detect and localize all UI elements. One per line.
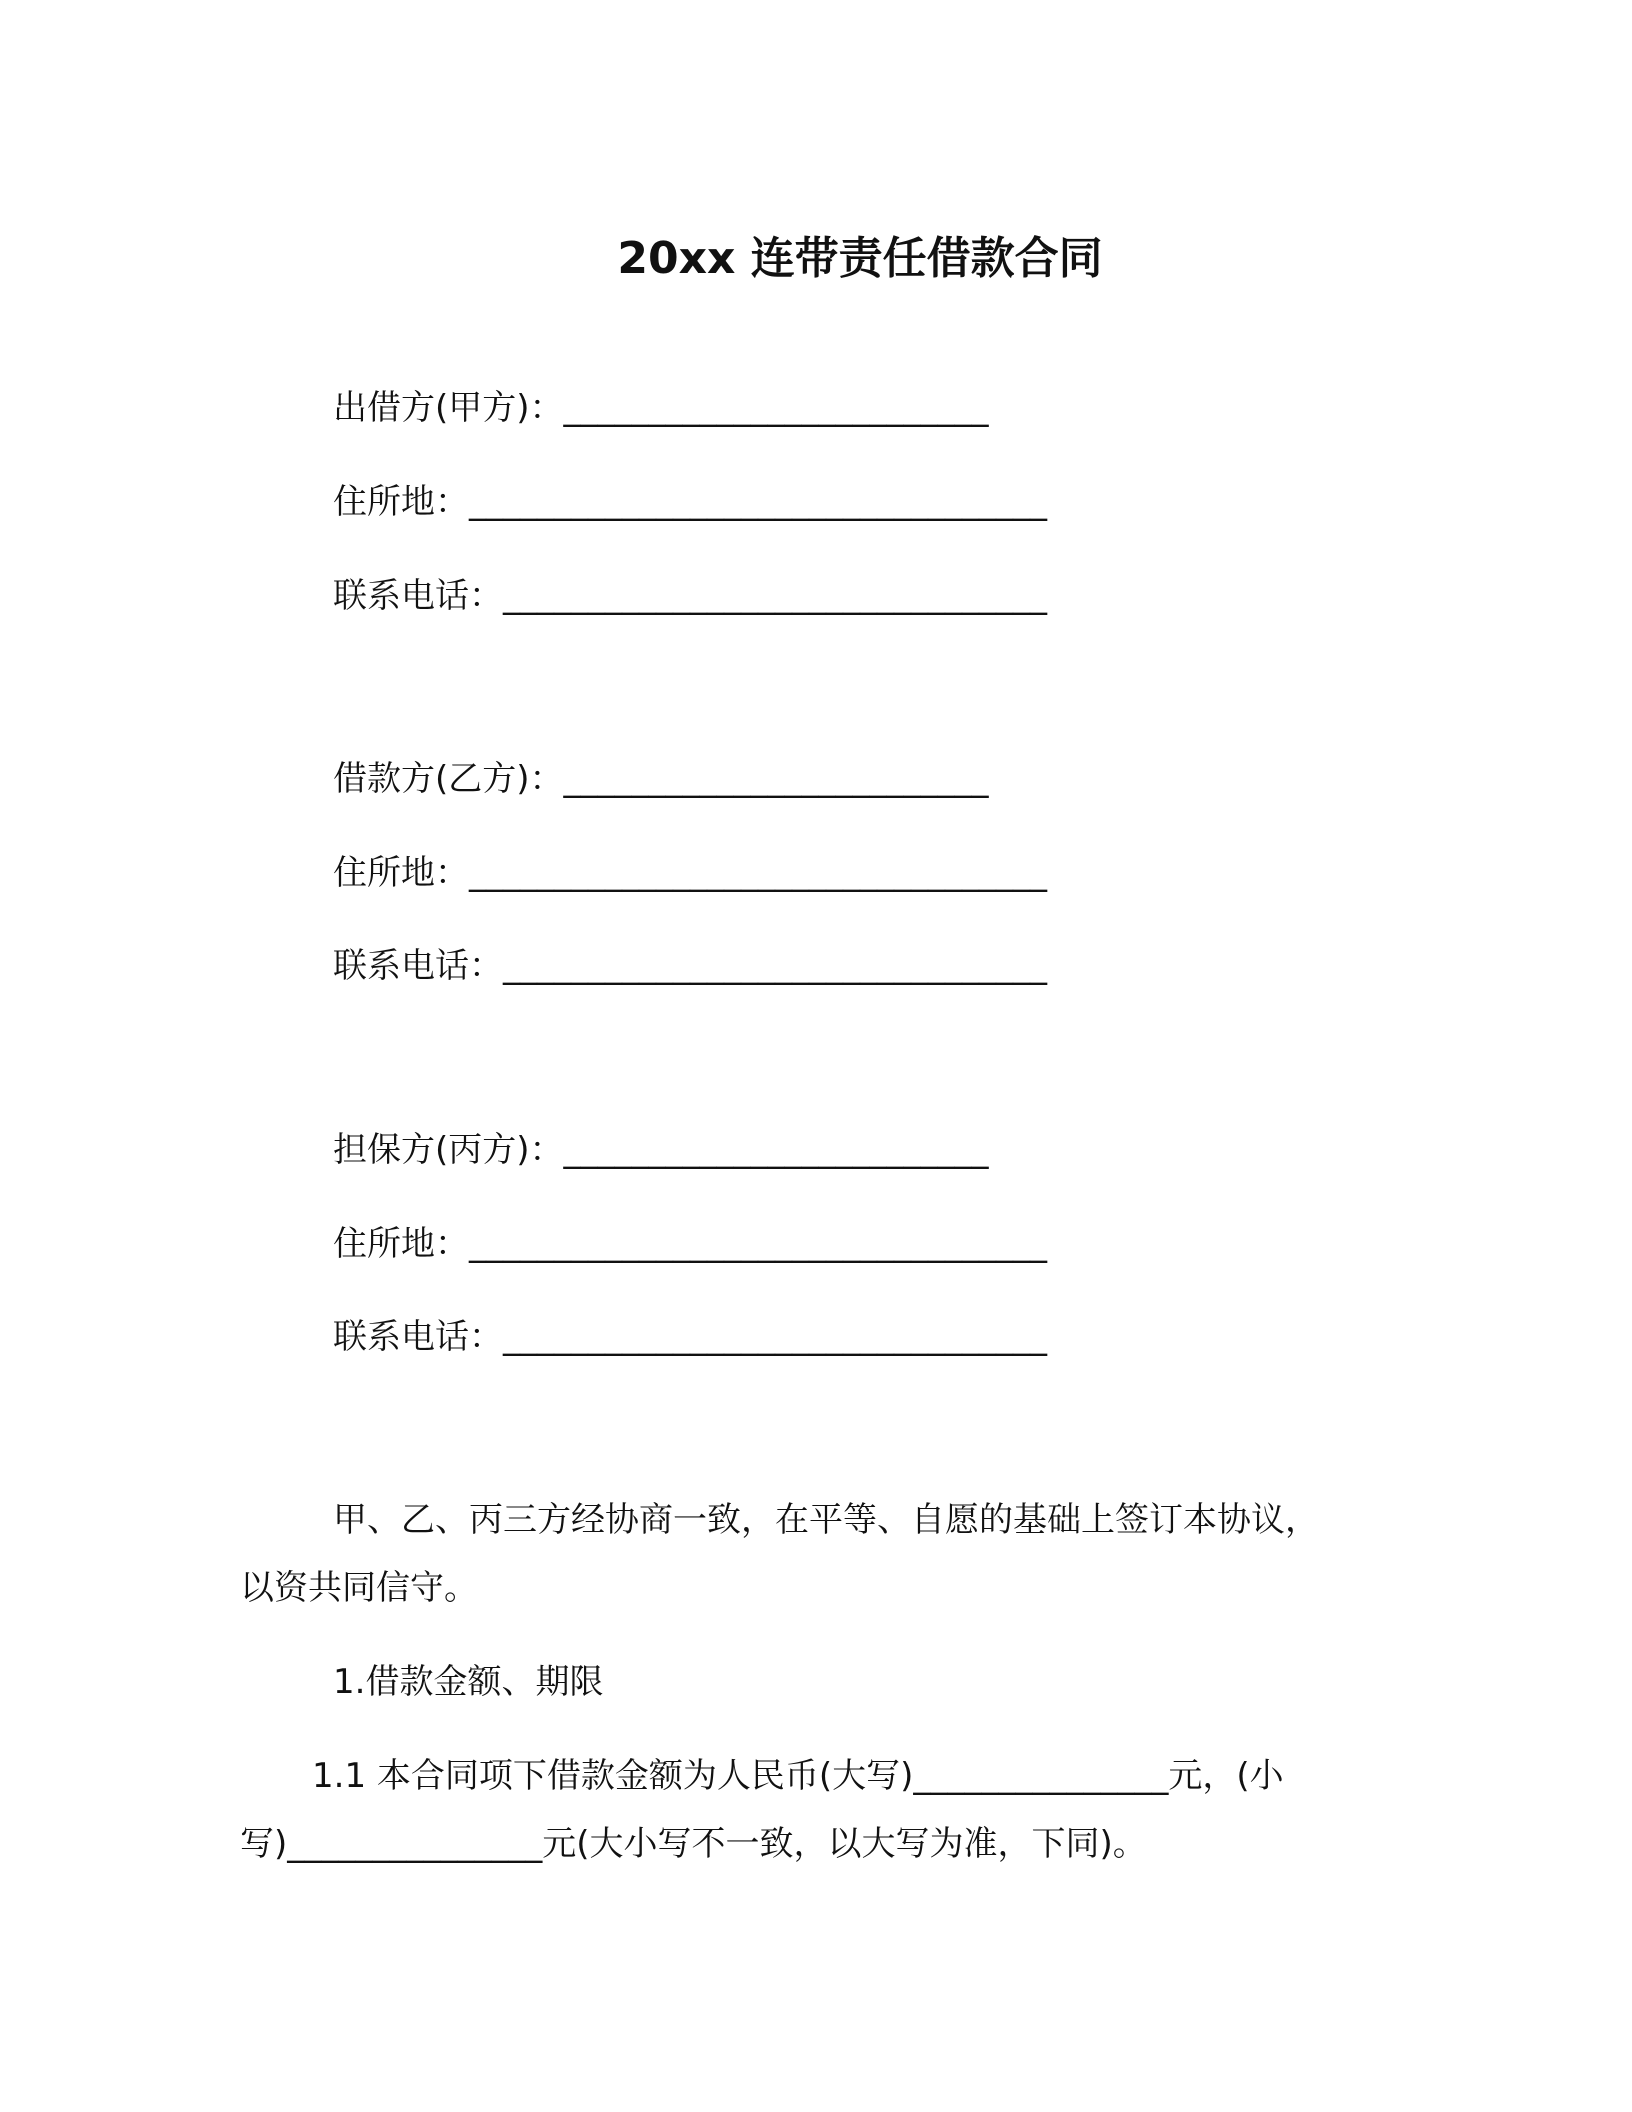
intro-paragraph bbox=[240, 1498, 1400, 1542]
intro-paragraph-continuation bbox=[240, 1566, 1400, 1610]
clause-1-1-line-2: 写)_______________元(大小写不一致，以大写为准，下同)。 bbox=[240, 1824, 1147, 1864]
party-b-address-line: 住所地：__________________________________ bbox=[333, 853, 1047, 893]
party-b-phone-line: 联系电话：________________________________ bbox=[333, 946, 1047, 986]
section-1-heading: 1.借款金额、期限 bbox=[333, 1662, 604, 1702]
party-a-name-line: 出借方(甲方)：_________________________ bbox=[333, 388, 989, 428]
clause-1-1-line-1: 1.1 本合同项下借款金额为人民币(大写)_______________元，(小 bbox=[312, 1756, 1284, 1796]
party-c-name-line: 担保方(丙方)：_________________________ bbox=[333, 1130, 989, 1170]
intro-line-1: 甲、乙、丙三方经协商一致，在平等、自愿的基础上签订本协议， bbox=[333, 1500, 1319, 1540]
party-a-phone-line: 联系电话：________________________________ bbox=[333, 576, 1047, 616]
party-c-address-line: 住所地：__________________________________ bbox=[333, 1224, 1047, 1264]
party-a-address-line: 住所地：__________________________________ bbox=[333, 482, 1047, 522]
intro-line-2: 以资共同信守。 bbox=[240, 1568, 478, 1608]
party-b-name-line: 借款方(乙方)：_________________________ bbox=[333, 759, 989, 799]
document-title: 20xx 连带责任借款合同 bbox=[617, 233, 1103, 284]
party-c-phone-line: 联系电话：________________________________ bbox=[333, 1317, 1047, 1357]
